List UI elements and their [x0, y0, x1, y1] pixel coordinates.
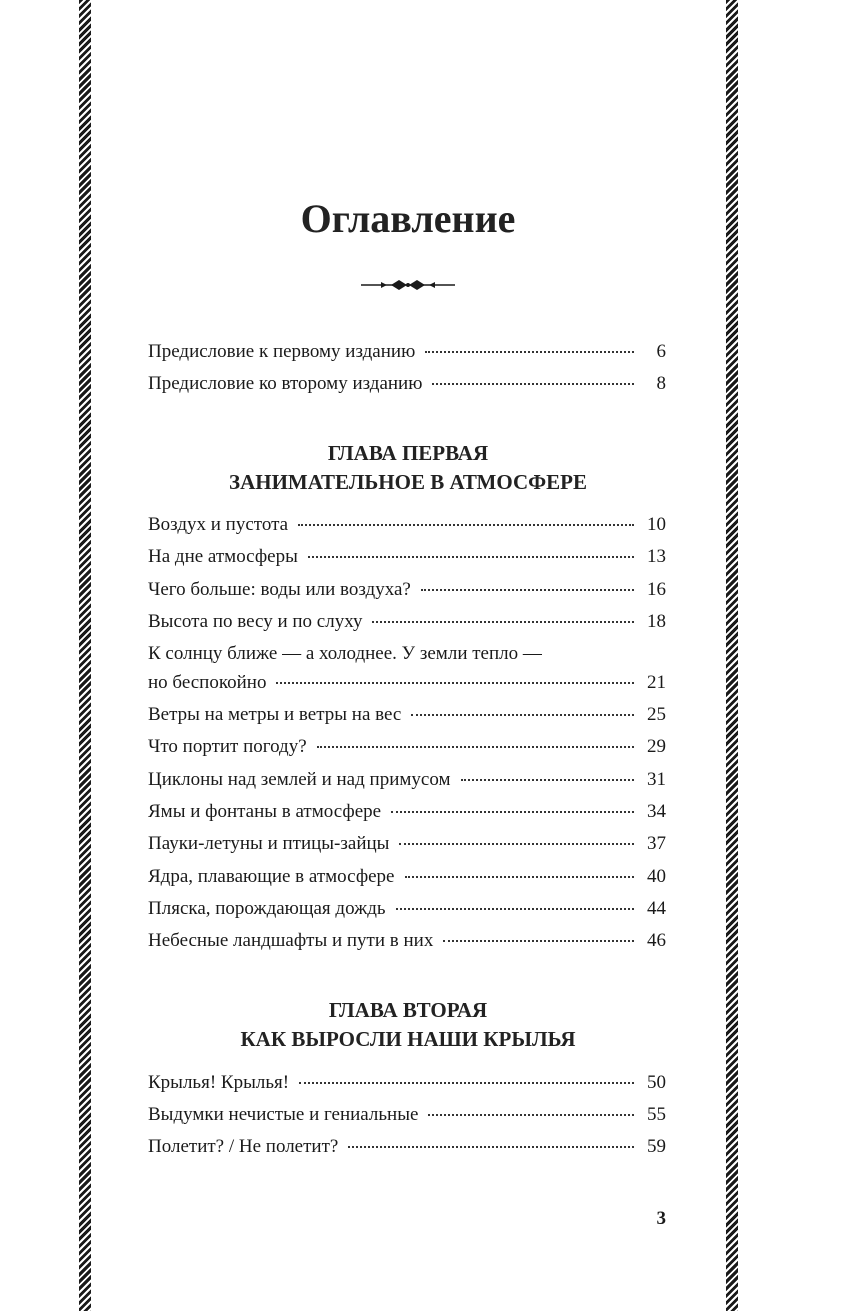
dot-leader	[372, 621, 634, 623]
toc-entry-title: Высота по весу и по слуху	[148, 611, 363, 632]
toc-entry[interactable]	[148, 340, 666, 364]
toc-entry-page: 50	[647, 1072, 666, 1093]
toc-entry[interactable]	[148, 1103, 666, 1127]
dot-leader	[299, 1082, 634, 1084]
toc-entry-title: Предисловие к первому изданию	[148, 341, 416, 362]
toc-entry[interactable]	[148, 768, 666, 792]
dot-leader	[348, 1146, 634, 1148]
toc-entry[interactable]	[148, 610, 666, 634]
toc-entry-title: Пауки-летуны и птицы-зайцы	[148, 833, 390, 854]
toc-entry[interactable]	[148, 897, 666, 921]
toc-entry-title: На дне атмосферы	[148, 546, 298, 567]
toc-entry-page: 25	[647, 704, 666, 725]
toc-entry-title: Что портит погоду?	[148, 736, 307, 757]
dot-leader	[461, 779, 635, 781]
toc-entry-title: Полетит? / Не полетит?	[148, 1136, 339, 1157]
dot-leader	[425, 351, 634, 353]
dot-leader	[405, 876, 635, 878]
toc-entry[interactable]	[148, 578, 666, 602]
toc-entry-title: Ядра, плавающие в атмосфере	[148, 866, 395, 887]
toc-entry-page: 59	[647, 1136, 666, 1157]
dot-leader	[443, 940, 634, 942]
toc-entry[interactable]	[148, 1071, 666, 1095]
toc-entry-page: 37	[647, 833, 666, 854]
toc-entry-page: 21	[647, 672, 666, 693]
toc-entry-page: 34	[647, 801, 666, 822]
toc-entry[interactable]	[148, 929, 666, 953]
chapter-1-title: ЗАНИМАТЕЛЬНОЕ В АТМОСФЕРЕ	[228, 470, 587, 494]
toc-entry-page: 13	[647, 546, 666, 567]
chapter-1-label: ГЛАВА ПЕРВАЯ	[327, 441, 489, 465]
toc-entry-page: 31	[647, 769, 666, 790]
dot-leader	[411, 714, 634, 716]
toc-entry[interactable]	[148, 865, 666, 889]
toc-entry-page: 44	[647, 898, 666, 919]
chapter-2-title: КАК ВЫРОСЛИ НАШИ КРЫЛЬЯ	[240, 1027, 576, 1051]
toc-entry-page: 46	[647, 930, 666, 951]
toc-entry[interactable]	[148, 372, 666, 396]
chapter-2-label: ГЛАВА ВТОРАЯ	[328, 998, 488, 1022]
dot-leader	[391, 811, 634, 813]
toc-entry[interactable]	[148, 735, 666, 759]
toc-entry-title: Небесные ландшафты и пути в них	[148, 930, 434, 951]
toc-entry[interactable]	[148, 703, 666, 727]
toc-entry-title: Ямы и фонтаны в атмосфере	[148, 801, 382, 822]
toc-entry[interactable]	[148, 513, 666, 537]
dot-leader	[298, 524, 634, 526]
toc-entry-page: 6	[656, 341, 666, 362]
toc-entry[interactable]	[148, 545, 666, 569]
toc-entry-title-line1[interactable]: К солнцу ближе — а холоднее. У земли тепло —	[148, 643, 542, 664]
toc-entry-page: 40	[647, 866, 666, 887]
dot-leader	[308, 556, 634, 558]
toc-entry-title: но беспокойно	[148, 672, 267, 693]
toc-entry-title: Циклоны над землей и над примусом	[148, 769, 451, 790]
dot-leader	[421, 589, 634, 591]
toc-entry-title: Крылья! Крылья!	[148, 1072, 290, 1093]
toc-entry-page: 10	[647, 514, 666, 535]
decorative-border-right	[726, 0, 738, 1311]
dot-leader	[276, 682, 634, 684]
toc-entry[interactable]	[148, 1135, 666, 1159]
dot-leader	[432, 383, 634, 385]
toc-entry-title: Воздух и пустота	[148, 514, 289, 535]
page-title: Оглавление	[300, 196, 516, 241]
toc-entry-title: Пляска, порождающая дождь	[148, 898, 386, 919]
dot-leader	[428, 1114, 634, 1116]
toc-entry[interactable]	[148, 671, 666, 695]
toc-entry-page: 29	[647, 736, 666, 757]
toc-entry[interactable]	[148, 832, 666, 856]
toc-entry-title: Ветры на метры и ветры на вес	[148, 704, 402, 725]
toc-entry-page: 55	[647, 1104, 666, 1125]
page-number: 3	[656, 1208, 666, 1229]
toc-entry-page: 16	[647, 579, 666, 600]
toc-entry-page: 8	[656, 373, 666, 394]
dot-leader	[396, 908, 634, 910]
toc-entry-page: 18	[647, 611, 666, 632]
toc-entry[interactable]	[148, 800, 666, 824]
decorative-border-left	[79, 0, 91, 1311]
toc-entry-title: Чего больше: воды или воздуха?	[148, 579, 411, 600]
dot-leader	[317, 746, 634, 748]
toc-entry-title: Предисловие ко второму изданию	[148, 373, 423, 394]
toc-entry-title: Выдумки нечистые и гениальные	[148, 1104, 419, 1125]
ornament-divider-icon	[361, 276, 455, 294]
dot-leader	[399, 843, 634, 845]
